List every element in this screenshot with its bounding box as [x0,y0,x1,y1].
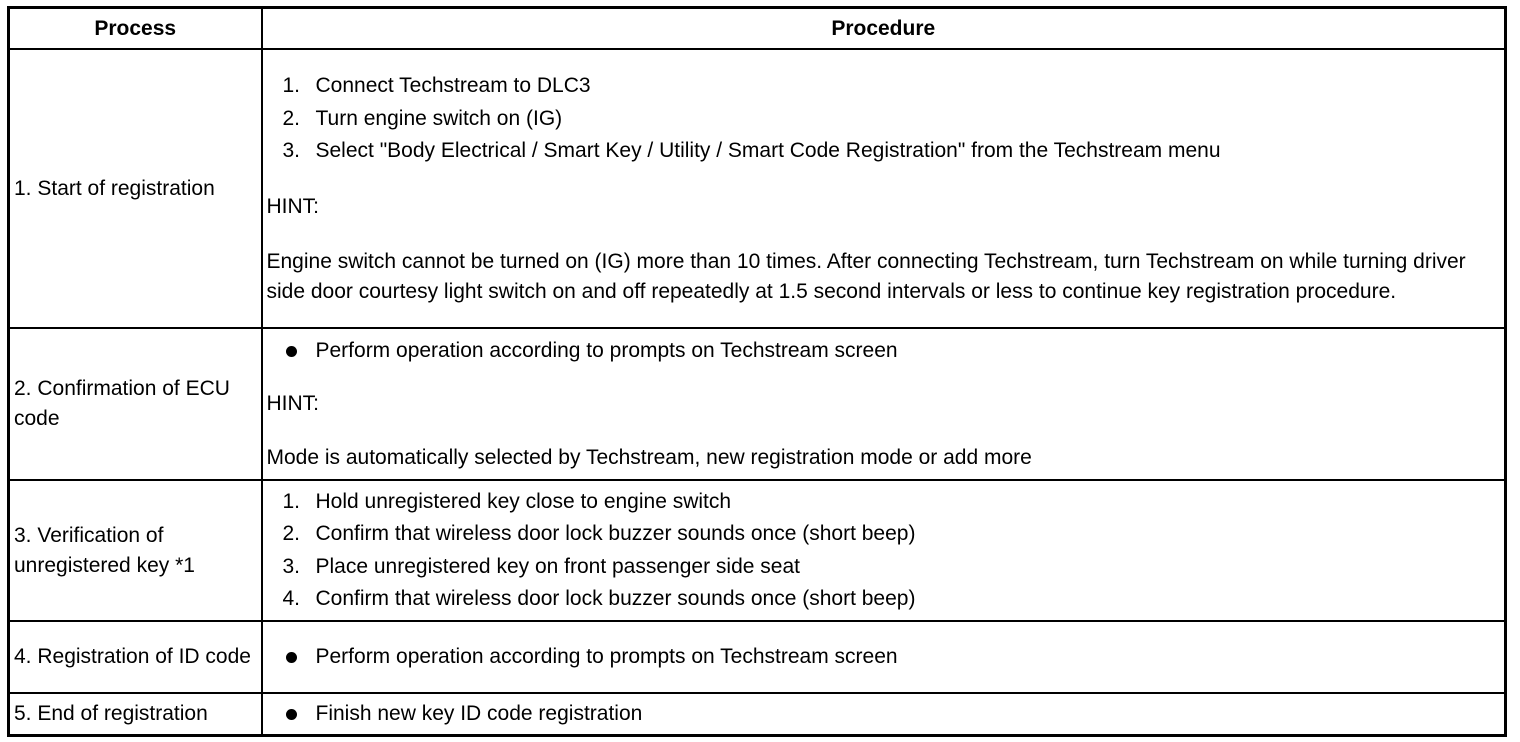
table-row [9,480,1506,621]
procedure-cell [262,49,1506,328]
step-item [267,135,1501,168]
step-number: 2. [282,106,301,130]
procedure-cell [262,328,1506,480]
step-number: 2. [282,522,301,545]
step-number: 3. [282,554,301,578]
hint-label: HINT: [266,392,319,415]
table-header-row [9,8,1506,50]
bullet-list [267,698,1501,730]
step-text: Confirm that wireless door lock buzzer sounds once (short beep) [315,587,916,610]
bullet-item [267,698,1501,730]
procedure-cell [262,693,1506,735]
table-row [9,49,1506,328]
hint-text: Mode is automatically selected by Techstream, new registration mode or add more [266,446,1032,469]
step-item [267,70,1501,103]
step-text: Hold unregistered key close to engine switch [315,489,732,513]
bullet-text: Finish new key ID code registration [315,701,643,725]
bullet-text: Perform operation according to prompts on Techstream screen [315,339,898,362]
bullet-text: Perform operation according to prompts on Techstream screen [315,645,898,668]
bullet-item [267,641,1501,673]
bullet-list [267,335,1501,367]
process-cell: 5. End of registration [9,693,262,735]
procedure-cell [262,480,1506,621]
step-text: Select "Body Electrical / Smart Key / Utility / Smart Code Registration" from the Techstream menu [315,139,1221,163]
step-item [267,518,1501,551]
hint-label: HINT: [266,194,319,218]
bullet-list [267,641,1501,673]
step-list [267,70,1501,168]
step-number: 1. [282,74,301,98]
step-item [267,103,1501,136]
header-procedure: Procedure [262,8,1506,50]
process-cell: 1. Start of registration [9,49,262,328]
table-row [9,621,1506,693]
step-number: 1. [282,489,301,513]
process-cell: 4. Registration of ID code [9,621,262,693]
step-text: Place unregistered key on front passenger side seat [315,554,800,578]
step-item [267,551,1501,584]
step-number: 4. [282,587,301,610]
bullet-dot-icon [286,652,297,663]
step-item [267,486,1501,519]
step-item [267,583,1501,616]
step-text: Confirm that wireless door lock buzzer sounds once (short beep) [315,522,916,545]
bullet-dot-icon [286,709,297,720]
bullet-dot-icon [286,346,297,357]
registration-procedure-table [7,6,1507,737]
step-text: Connect Techstream to DLC3 [315,74,591,98]
step-text: Turn engine switch on (IG) [315,106,563,130]
header-process: Process [9,8,262,50]
procedure-cell [262,621,1506,693]
table-row [9,328,1506,480]
table-row [9,693,1506,735]
step-list [267,486,1501,616]
process-cell: 2. Confirmation of ECU code [9,328,262,480]
process-cell: 3. Verification of unregistered key *1 [9,480,262,621]
step-number: 3. [282,139,301,163]
hint-text: Engine switch cannot be turned on (IG) more than 10 times. After connecting Techstream, turn Techstream on while turning driver side door courtesy light switch on and off repeatedly at 1.5 second intervals or less to continue key registration procedure. [266,249,1466,303]
bullet-item [267,335,1501,367]
